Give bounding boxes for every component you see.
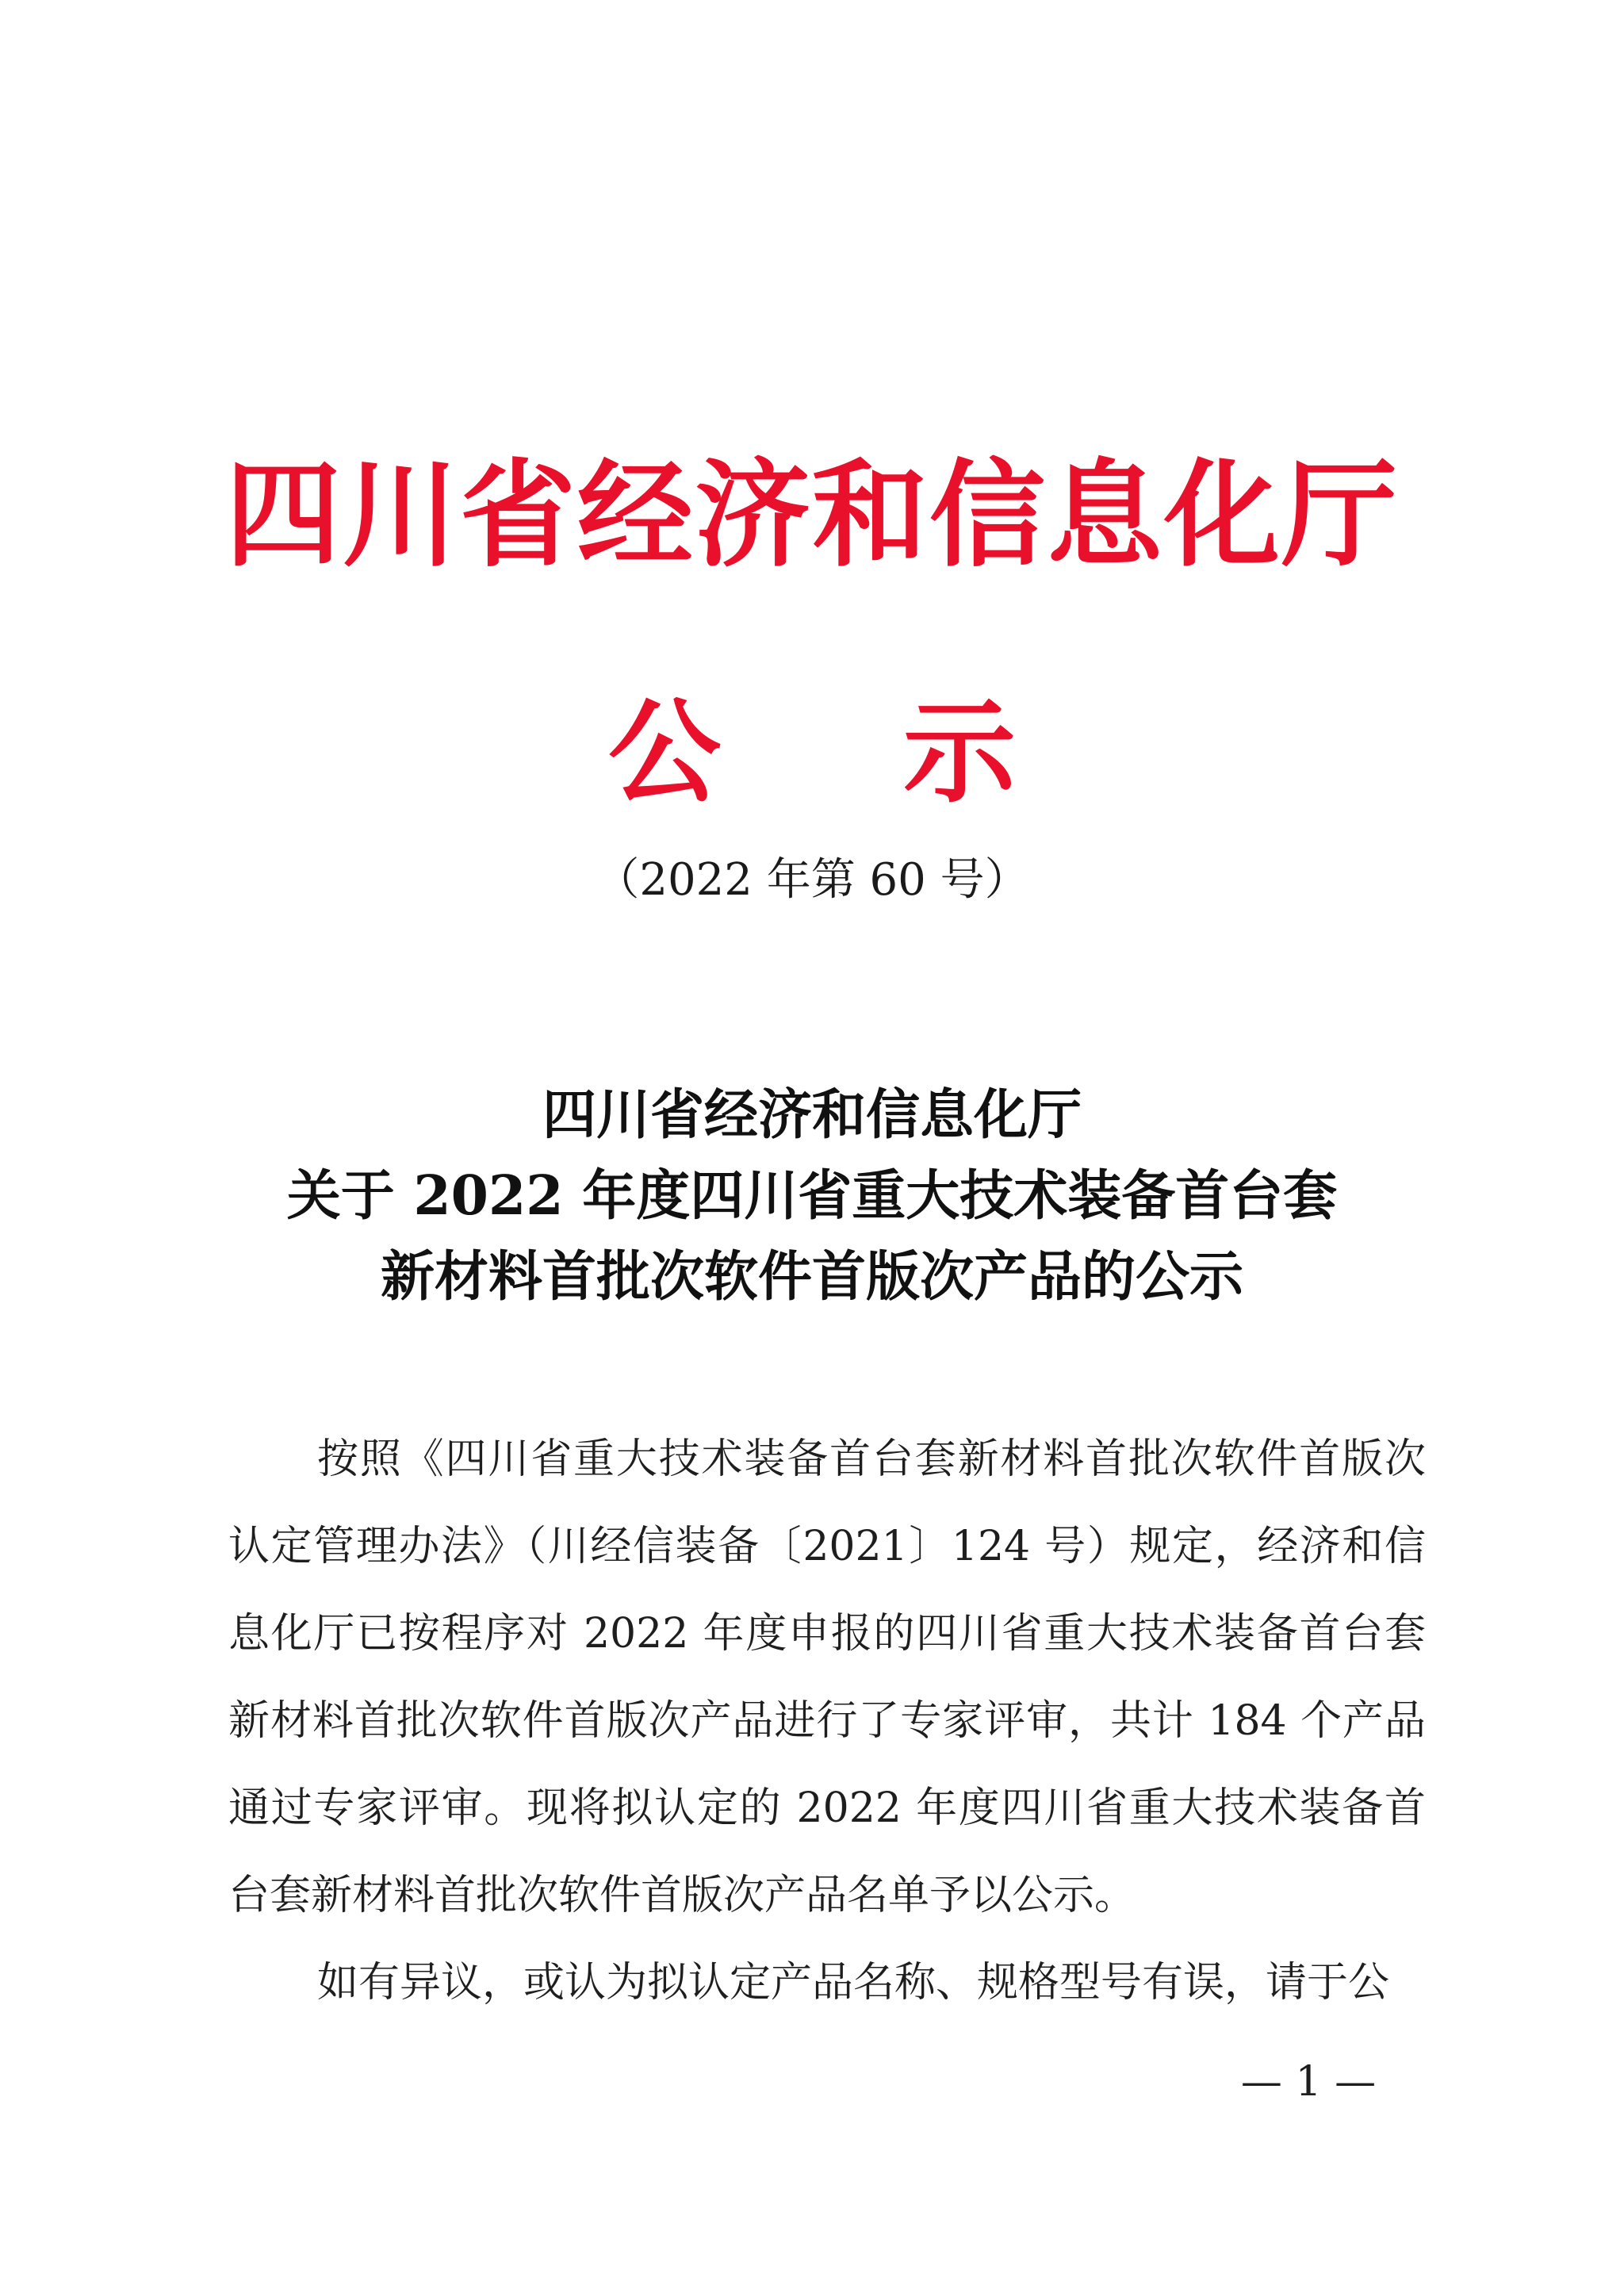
heading-line-2: 关于 2022 年度四川省重大技术装备首台套 [286, 1164, 1338, 1228]
agency-masthead: 四川省经济和信息化厅 [225, 448, 1399, 583]
body-paragraph-1: 按照《四川省重大技术装备首台套新材料首批次软件首版次认定管理办法》（川经信装备〔2021〕124 号）规定，经济和信息化厅已按程序对 2022 年度申报的四川省重大技术装备首台套新材料首批次软件首版次产品进行了专家评审，共计 184 个产品通过专家评审。现将拟认定的 2022 年度四川省重大技术装备首台套新材料首批次软件首版次产品名单予以公示。 [228, 1435, 1426, 1919]
document-number: （2022 年第 60 号） [595, 854, 1029, 906]
notice-title-char-1: 公 [608, 688, 721, 818]
notice-title-char-2: 示 [903, 688, 1016, 818]
body-paragraph-2: 如有异议，或认为拟认定产品名称、规格型号有误，请于公 [317, 1959, 1390, 2007]
page-number: — 1 — [1240, 2058, 1377, 2106]
notice-title [0, 682, 1624, 825]
heading-line-3: 新材料首批次软件首版次产品的公示 [380, 1245, 1243, 1309]
document-heading [0, 1075, 1624, 1317]
heading-line-1: 四川省经济和信息化厅 [542, 1083, 1082, 1147]
